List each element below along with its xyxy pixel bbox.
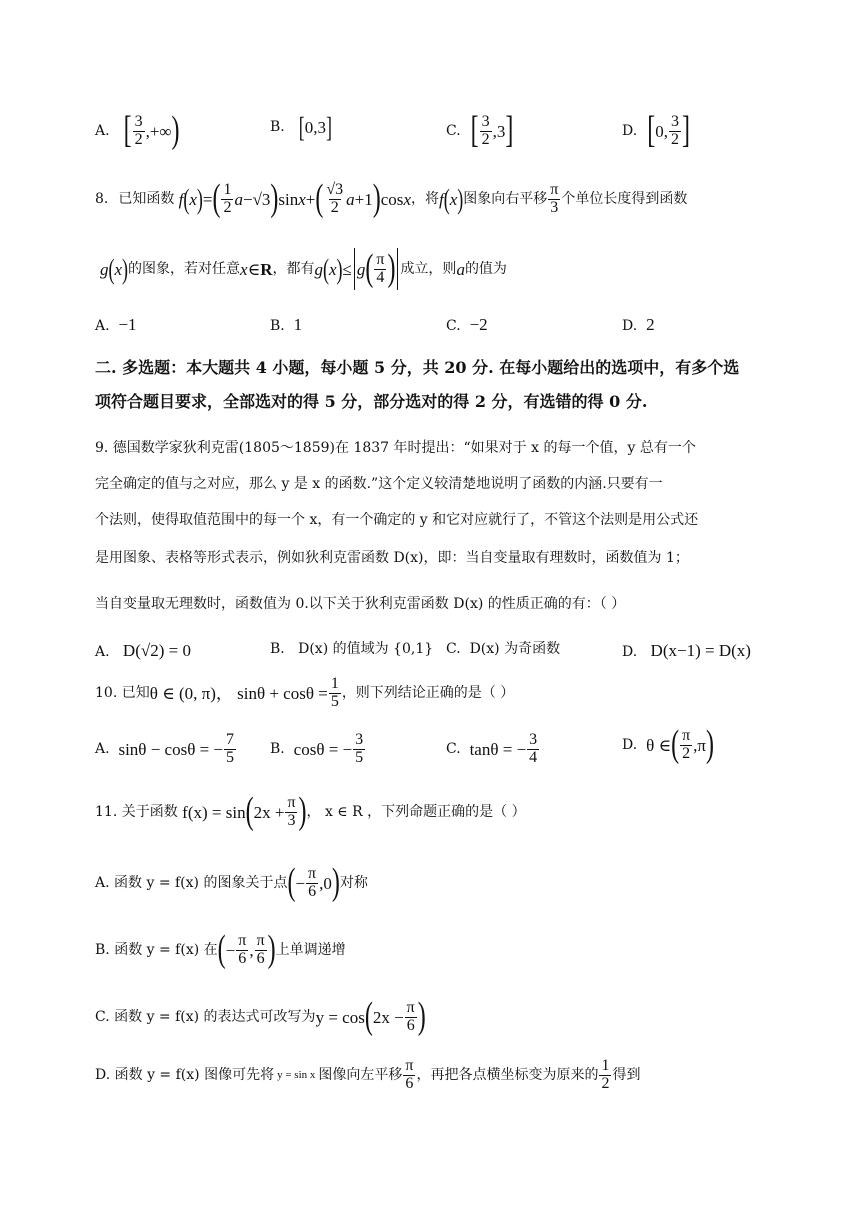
q10-option-d: D. θ ∈ ( $\frac{\pi}{2}$ ,π ) [622,724,714,767]
q7-option-a: A. [ $\frac{3}{2}$ ,+∞ ) [95,110,180,153]
q8-option-d: D. 2 [622,315,655,334]
q7-option-d: D. [ 0, $\frac{3}{2}$ ] [622,110,690,153]
q9-option-d: D. D(x−1) = D(x) [622,641,751,660]
q9-line2: 完全确定的值与之对应，那么 y 是 x 的函数.”这个定义较清楚地说明了函数的内涵.只要有一 [95,476,663,492]
q11-option-c: C. 函数 y = f(x) 的表达式可改写为 y = cos ( 2x − $\frac{\pi}{6}$ ) [95,996,426,1039]
q10-option-a: A. sinθ − cosθ = − $\frac{7}{5}$ [95,731,235,766]
q7-option-b: B. [ 0,3 ] [270,111,332,143]
q9-option-a: A. D(√2) = 0 [95,641,191,660]
q11-option-a: A. 函数 y = f(x) 的图象关于点 ( − $\frac{\pi}{6}$ ,0 ) 对称 [95,862,368,905]
section-heading-line2: 项符合题目要求，全部选对的得 5 分，部分选对的得 2 分，有选错的得 0 分. [95,392,648,411]
q7-option-c: C. [ $\frac{3}{2}$ ,3 ] [446,110,514,153]
q9-option-c: C. D(x) 为奇函数 [446,641,561,657]
q8-option-c: C. −2 [446,315,488,334]
section-heading-line1: 二. 多选题：本大题共 4 小题，每小题 5 分，共 20 分. 在每小题给出的选项中，有多个选 [95,358,740,377]
q9-line1: 9. 德国数学家狄利克雷(1805～1859)在 1837 年时提出：“如果对于 x 的每一个值，y 总有一个 [95,440,696,456]
q10-option-c: C. tanθ = − $\frac{3}{4}$ [446,731,538,766]
q11-option-b: B. 函数 y = f(x) 在 ( − $\frac{\pi}{6}$ , $\frac{\pi}{6}$ ) 上单调递增 [95,929,346,972]
q9-line3: 个法则，使得取值范围中的每一个 x，有一个确定的 y 和它对应就行了，不管这个法则是用公式还 [95,512,699,528]
fraction: $\frac{3}{2}$ [134,113,143,148]
q10-stem: 10. 已知 θ ∈ (0, π)， sinθ + cosθ = $\frac{1}{5}$ ，则下列结论正确的是（ ） [95,675,515,710]
q8-stem-line2: g ( x ) 的图象，若对任意 x ∈ R ，都有 g ( x ) ≤ g ( $\frac{\pi}{4}$ ) 成立，则 a 的值为 [100,248,507,290]
q8-option-a: A. −1 [95,315,137,334]
q8-option-b: B. 1 [270,315,303,334]
q9-line4: 是用图象、表格等形式表示，例如狄利克雷函数 D(x)，即：当自变量取有理数时，函数值为 1； [95,550,689,566]
q8-stem-line1: 8. 已知函数 f ( x ) = ( $\frac{1}{2}$ a −√3 ) sin x + ( $\frac{√3}{2}$ a +1 ) cos x ，将 f ( x ) 图象向右平移 $\frac{\pi}{3}$ 个单位长度得到函数 [95,178,688,221]
q11-option-d: D. 函数 y = f(x) 图像可先将 y = sin x 图像向左平移 $\frac{\pi}{6}$ ，再把各点横坐标变为原来的 $\frac{1}{2}$ 得到 [95,1057,641,1092]
q10-option-b: B. cosθ = − $\frac{3}{5}$ [270,731,364,766]
q9-line5: 当自变量取无理数时，函数值为 0.以下关于狄利克雷函数 D(x) 的性质正确的有：（ ） [95,596,626,612]
q11-stem: 11. 关于函数 f(x) = sin ( 2x + $\frac{\pi}{3}$ ) ， x ∈ R ，下列命题正确的是（ ） [95,791,526,834]
q9-option-b: B. D(x) 的值域为 {0,1} [270,641,434,657]
